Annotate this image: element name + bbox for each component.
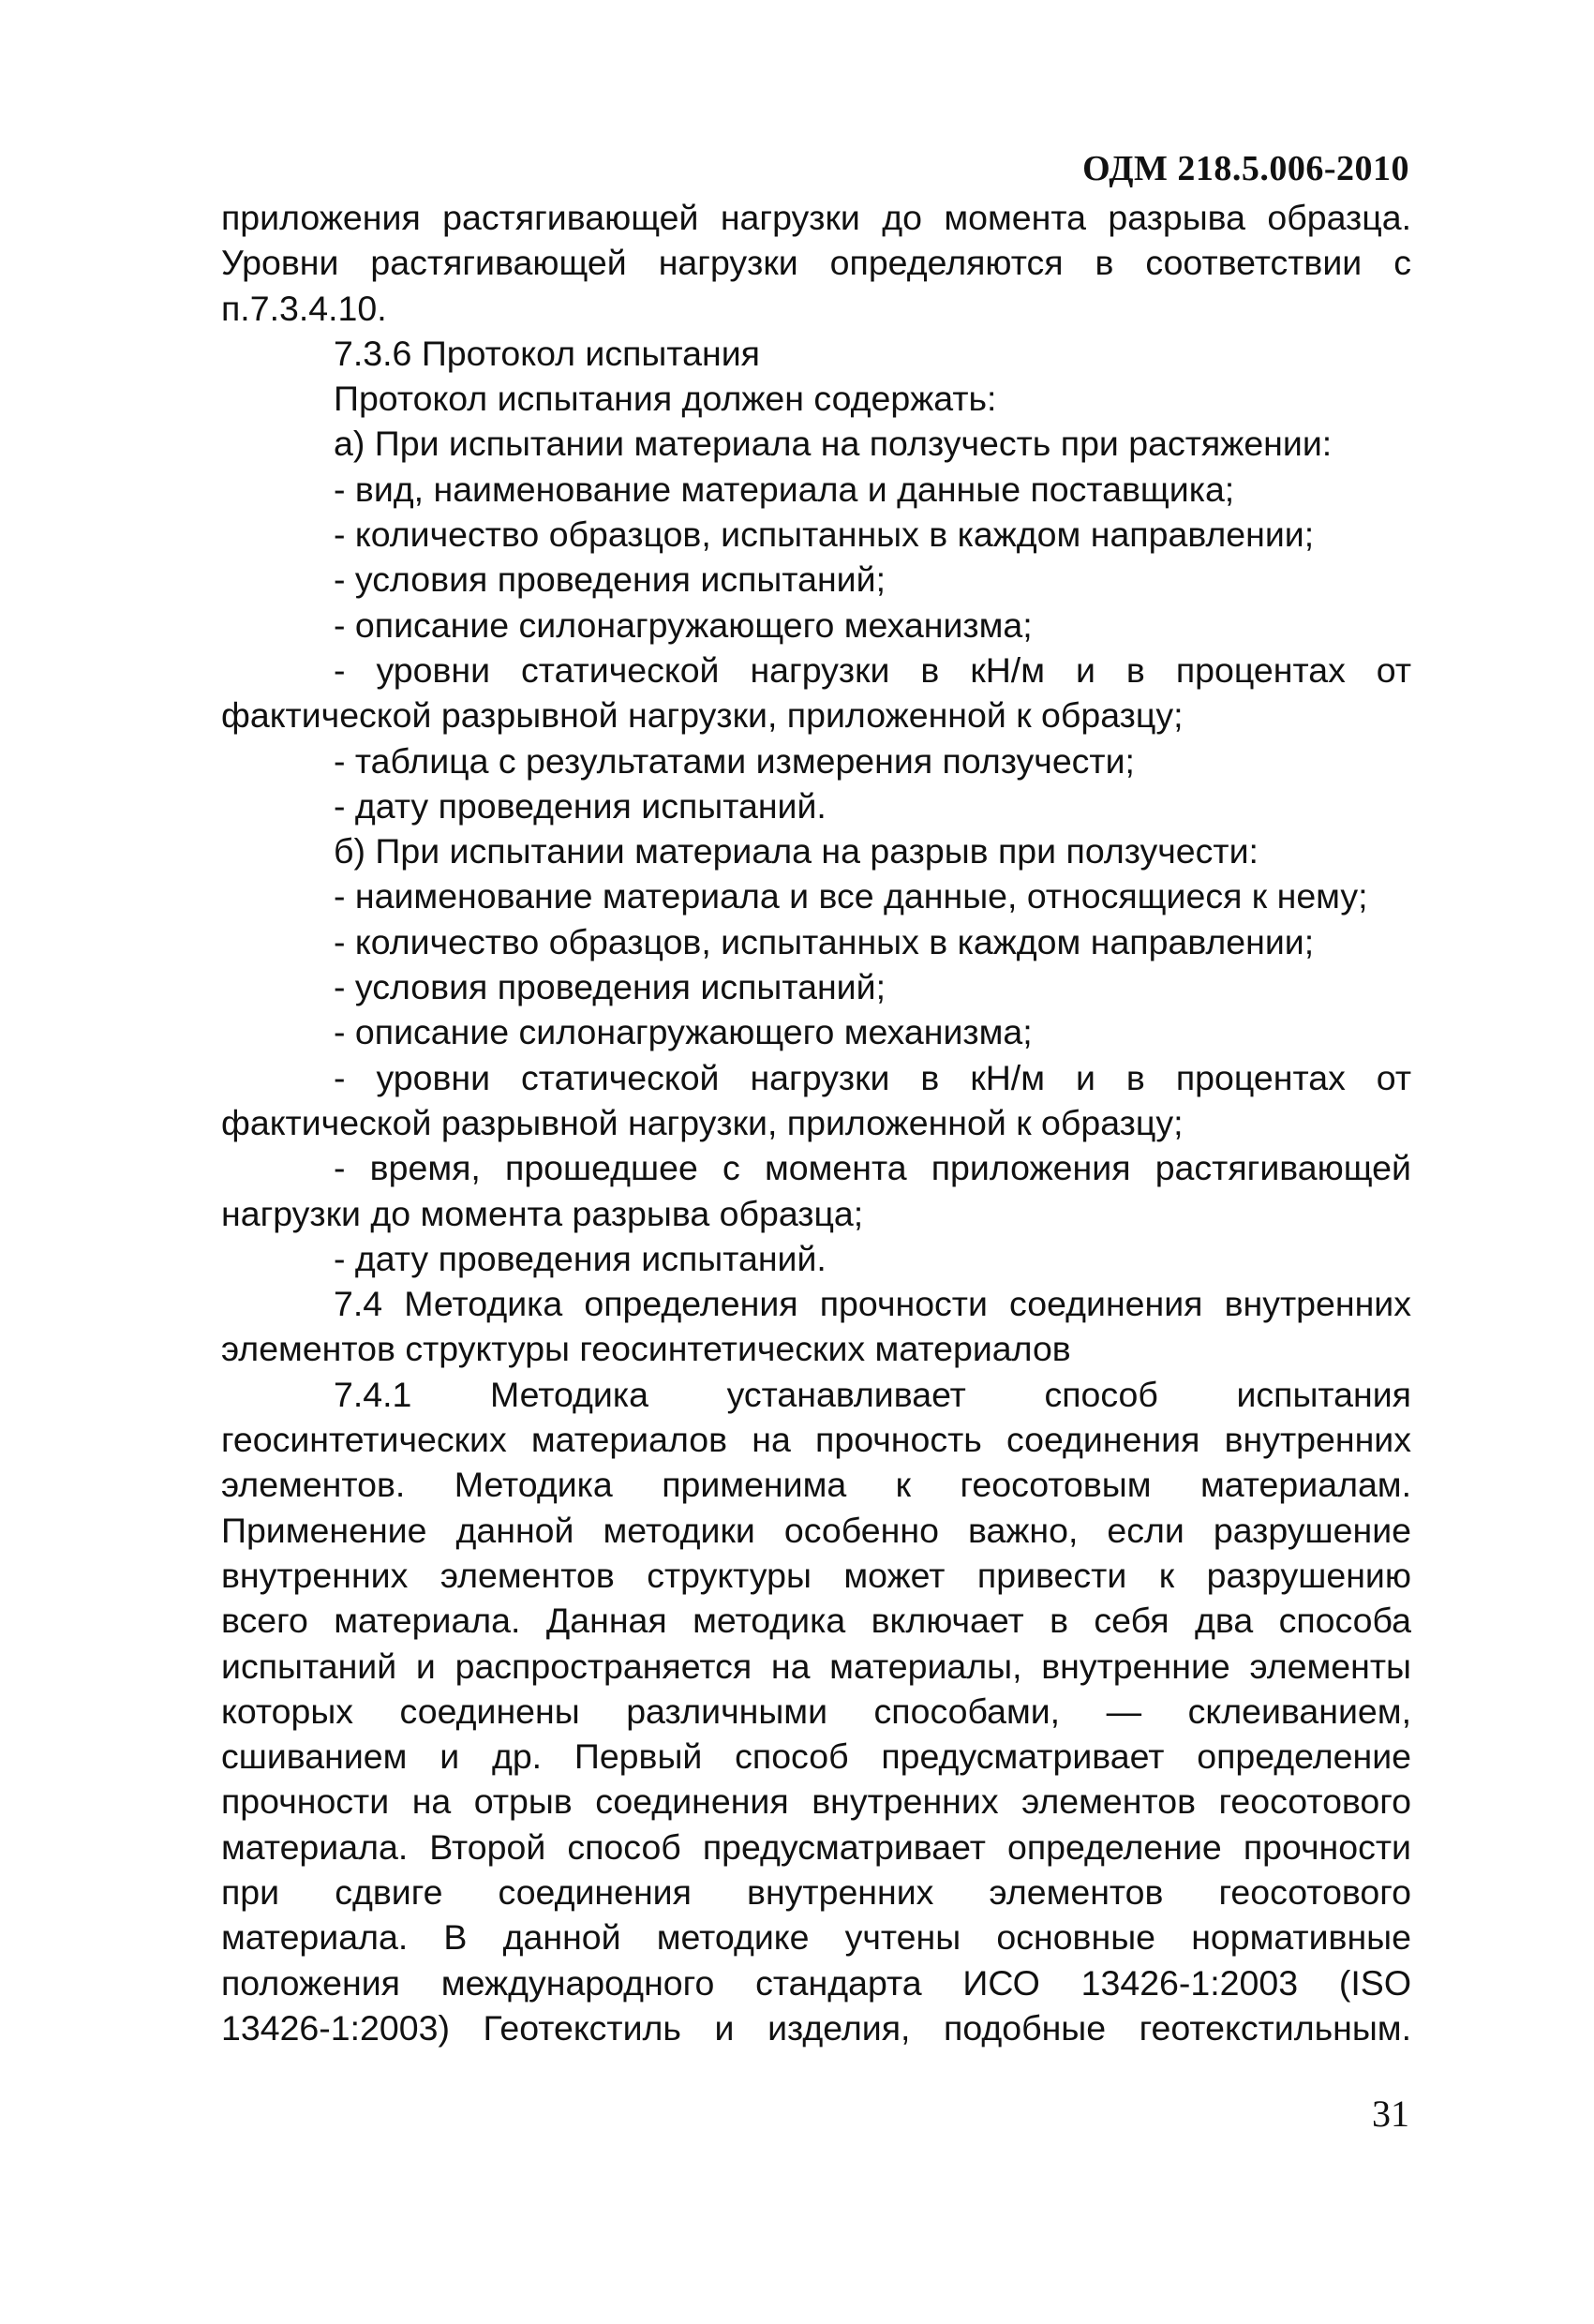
paragraph-line: прочности на отрыв соединения внутренних элементов геосотового	[221, 1781, 1411, 1822]
document-body	[221, 195, 1411, 2050]
section-heading: 7.4 Методика определения прочности соединения внутренних	[334, 1284, 1411, 1324]
list-item: - описание силонагружающего механизма;	[334, 1012, 1033, 1052]
list-item: - вид, наименование материала и данные поставщика;	[334, 469, 1235, 509]
text-line: приложения растягивающей нагрузки до момента разрыва образца.	[221, 198, 1411, 237]
paragraph-line: 7.4.1 Методика устанавливает способ испытания	[334, 1374, 1411, 1414]
list-item-continuation: нагрузки до момента разрыва образца;	[221, 1193, 864, 1233]
paragraph-line: материала. В данной методике учтены основные нормативные	[221, 1917, 1411, 1958]
list-heading: а) При испытании материала на ползучесть при растяжении:	[334, 424, 1333, 464]
section-heading-continuation: элементов структуры геосинтетических материалов	[221, 1329, 1071, 1369]
paragraph-line: элементов. Методика применима к геосотовым материалам.	[221, 1465, 1411, 1505]
list-item: - дату проведения испытаний.	[334, 1238, 827, 1278]
page-number: 31	[1372, 2093, 1409, 2135]
list-item: - количество образцов, испытанных в каждом направлении;	[334, 921, 1315, 961]
paragraph-line: 13426-1:2003) Геотекстиль и изделия, подобные геотекстильным.	[221, 2007, 1411, 2048]
list-item: - уровни статической нагрузки в кН/м и в процентах от	[334, 649, 1411, 690]
document-code: ОДМ 218.5.006-2010	[1082, 149, 1409, 188]
list-item: - время, прошедшее с момента приложения растягивающей	[334, 1148, 1411, 1188]
paragraph-line: испытаний и распространяется на материалы, внутренние элементы	[221, 1646, 1411, 1686]
paragraph-line: всего материала. Данная методика включает в себя два способа	[221, 1601, 1411, 1641]
section-heading: 7.3.6 Протокол испытания	[334, 333, 760, 373]
paragraph-line: Применение данной методики особенно важно, если разрушение	[221, 1510, 1411, 1550]
text-line: Протокол испытания должен содержать:	[334, 379, 997, 419]
list-item: - наименование материала и все данные, относящиеся к нему;	[334, 876, 1368, 916]
list-heading: б) При испытании материала на разрыв при ползучести:	[334, 831, 1259, 872]
paragraph-line: которых соединены различными способами, — склеиванием,	[221, 1691, 1411, 1731]
paragraph-line: при сдвиге соединения внутренних элементов геосотового	[221, 1871, 1411, 1912]
list-item-continuation: фактической разрывной нагрузки, приложенной к образцу;	[221, 695, 1184, 736]
paragraph-line: сшиванием и др. Первый способ предусматривает определение	[221, 1736, 1411, 1777]
list-item: - условия проведения испытаний;	[334, 967, 886, 1007]
paragraph-line: внутренних элементов структуры может привести к разрушению	[221, 1555, 1411, 1595]
paragraph-line: положения международного стандарта ИСО 13426-1:2003 (ISO	[221, 1962, 1411, 2003]
list-item: - таблица с результатами измерения ползучести;	[334, 740, 1135, 781]
paragraph-line: геосинтетических материалов на прочность соединения внутренних	[221, 1420, 1411, 1460]
list-item-continuation: фактической разрывной нагрузки, приложенной к образцу;	[221, 1102, 1184, 1142]
text-line: п.7.3.4.10.	[221, 288, 387, 328]
list-item: - дату проведения испытаний.	[334, 785, 827, 826]
text-line: Уровни растягивающей нагрузки определяются в соответствии с	[221, 243, 1411, 283]
list-item: - описание силонагружающего механизма;	[334, 604, 1033, 645]
list-item: - условия проведения испытаний;	[334, 559, 886, 600]
list-item: - уровни статической нагрузки в кН/м и в процентах от	[334, 1057, 1411, 1097]
list-item: - количество образцов, испытанных в каждом направлении;	[334, 514, 1315, 555]
paragraph-line: материала. Второй способ предусматривает определение прочности	[221, 1826, 1411, 1867]
